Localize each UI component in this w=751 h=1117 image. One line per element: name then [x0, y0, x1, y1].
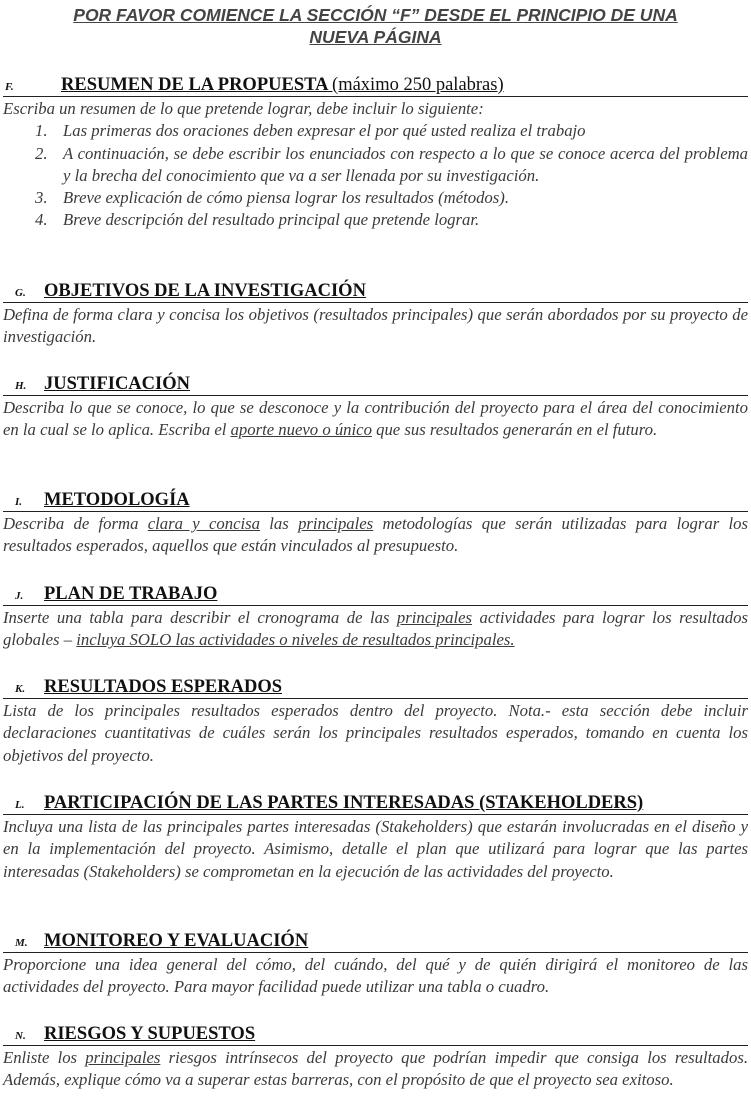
notice-line-2: NUEVA PÁGINA [309, 27, 442, 47]
section-j-text: Inserte una tabla para describir el cronograma de las principales actividades para lograr los resultados globales – incluya SOLO las actividades o niveles de resultados principales. [3, 608, 748, 650]
notice-line-1: POR FAVOR COMIENCE LA SECCIÓN “F” DESDE EL PRINCIPIO DE UNA [73, 5, 678, 25]
section-j-heading [3, 583, 748, 606]
section-m-text: Proporcione una idea general del cómo, del cuándo, del qué y de quién dirigirá el monitoreo de las actividades del proyecto. Para mayor facilidad puede utilizar una tabla o cuadro. [3, 955, 748, 997]
section-title: PARTICIPACIÓN DE LAS PARTES INTERESADAS (STAKEHOLDERS) [44, 793, 644, 813]
section-g-heading [3, 280, 748, 303]
emphasis-underline: principales [298, 514, 374, 533]
page-break-notice [0, 4, 751, 48]
section-f-heading [3, 74, 748, 97]
section-g-text: Defina de forma clara y concisa los objetivos (resultados principales) que serán abordados por su proyecto de investigación. [3, 305, 748, 347]
section-n-text: Enliste los principales riesgos intrínsecos del proyecto que podrían impedir que consiga los resultados. Además, explique cómo va a superar estas barreras, con el propósito de que el proyecto sea exitoso. [3, 1048, 748, 1090]
section-k-heading [3, 676, 748, 699]
section-letter: M. [15, 937, 28, 949]
section-l-heading [3, 792, 748, 815]
section-title: RESULTADOS ESPERADOS [44, 677, 283, 697]
list-item: 1. Las primeras dos oraciones deben expresar el por qué usted realiza el trabajo [35, 121, 586, 141]
list-item: 4. Breve descripción del resultado principal que pretende lograr. [35, 210, 480, 230]
section-n-heading [3, 1023, 748, 1046]
section-title: METODOLOGÍA [44, 490, 190, 510]
section-title: RESUMEN DE LA PROPUESTA (máximo 250 palabras) [61, 75, 504, 95]
list-item: 3. Breve explicación de cómo piensa lograr los resultados (métodos). [35, 188, 509, 208]
emphasis-underline: aporte nuevo o único [230, 420, 372, 440]
emphasis-underline: principales [396, 608, 473, 627]
list-item: 2. A continuación, se debe escribir los enunciados con respecto a lo que se conoce acerca del problema y la brecha del conocimiento que va a ser llenada por su investigación. [35, 143, 748, 185]
word-limit-note: (máximo 250 palabras) [332, 75, 504, 95]
section-k [3, 676, 748, 767]
section-title: PLAN DE TRABAJO [44, 584, 218, 604]
section-i [3, 489, 748, 558]
section-title: MONITOREO Y EVALUACIÓN [44, 931, 309, 951]
summary-requirements-list [3, 120, 748, 231]
section-m [3, 930, 748, 999]
section-l-text: Incluya una lista de las principales partes interesadas (Stakeholders) que estarán involucradas en el diseño y en la implementación del proyecto. Asimismo, detalle el plan que utilizará para lograr que las partes interesadas (Stakeholders) se comprometan en la ejecución de las actividades del proyecto. [3, 817, 748, 881]
section-letter: F. [5, 81, 14, 93]
section-title: RIESGOS Y SUPUESTOS [44, 1024, 256, 1044]
emphasis-underline: clara y concisa [147, 514, 260, 533]
section-i-text: Describa de forma clara y concisa las principales metodologías que serán utilizadas para lograr los resultados esperados, aquellos que están vinculados al presupuesto. [3, 514, 749, 556]
section-title: JUSTIFICACIÓN [44, 374, 190, 394]
section-f-intro: Escriba un resumen de lo que pretende lograr, debe incluir lo siguiente: [3, 99, 484, 118]
section-letter: H. [15, 380, 27, 392]
section-letter: I. [15, 496, 23, 508]
section-h-text: Describa lo que se conoce, lo que se desconoce y la contribución del proyecto para el área del conocimiento en la cual se lo aplica. Escriba el aporte nuevo o único que sus resultados generarán en el futuro. [3, 398, 748, 440]
section-f [3, 74, 748, 232]
section-letter: N. [15, 1030, 26, 1042]
section-m-heading [3, 930, 748, 953]
section-letter: G. [15, 287, 26, 299]
section-i-heading [3, 489, 748, 512]
section-n [3, 1023, 748, 1092]
section-letter: K. [15, 683, 26, 695]
section-h-heading [3, 373, 748, 396]
section-letter: J. [15, 590, 24, 602]
section-g [3, 280, 748, 349]
section-h [3, 373, 748, 442]
section-title: OBJETIVOS DE LA INVESTIGACIÓN [44, 281, 366, 301]
section-k-text: Lista de los principales resultados esperados dentro del proyecto. Nota.- esta sección debe incluir declaraciones cuantitativas de cuáles serán los principales resultados esperados, tomando en cuenta los objetivos del proyecto. [3, 701, 748, 765]
section-l [3, 792, 748, 883]
section-letter: L. [15, 799, 25, 811]
emphasis-underline: principales [85, 1048, 161, 1067]
emphasis-underline: incluya SOLO las actividades o niveles de resultados principales. [76, 630, 515, 650]
section-j [3, 583, 748, 652]
